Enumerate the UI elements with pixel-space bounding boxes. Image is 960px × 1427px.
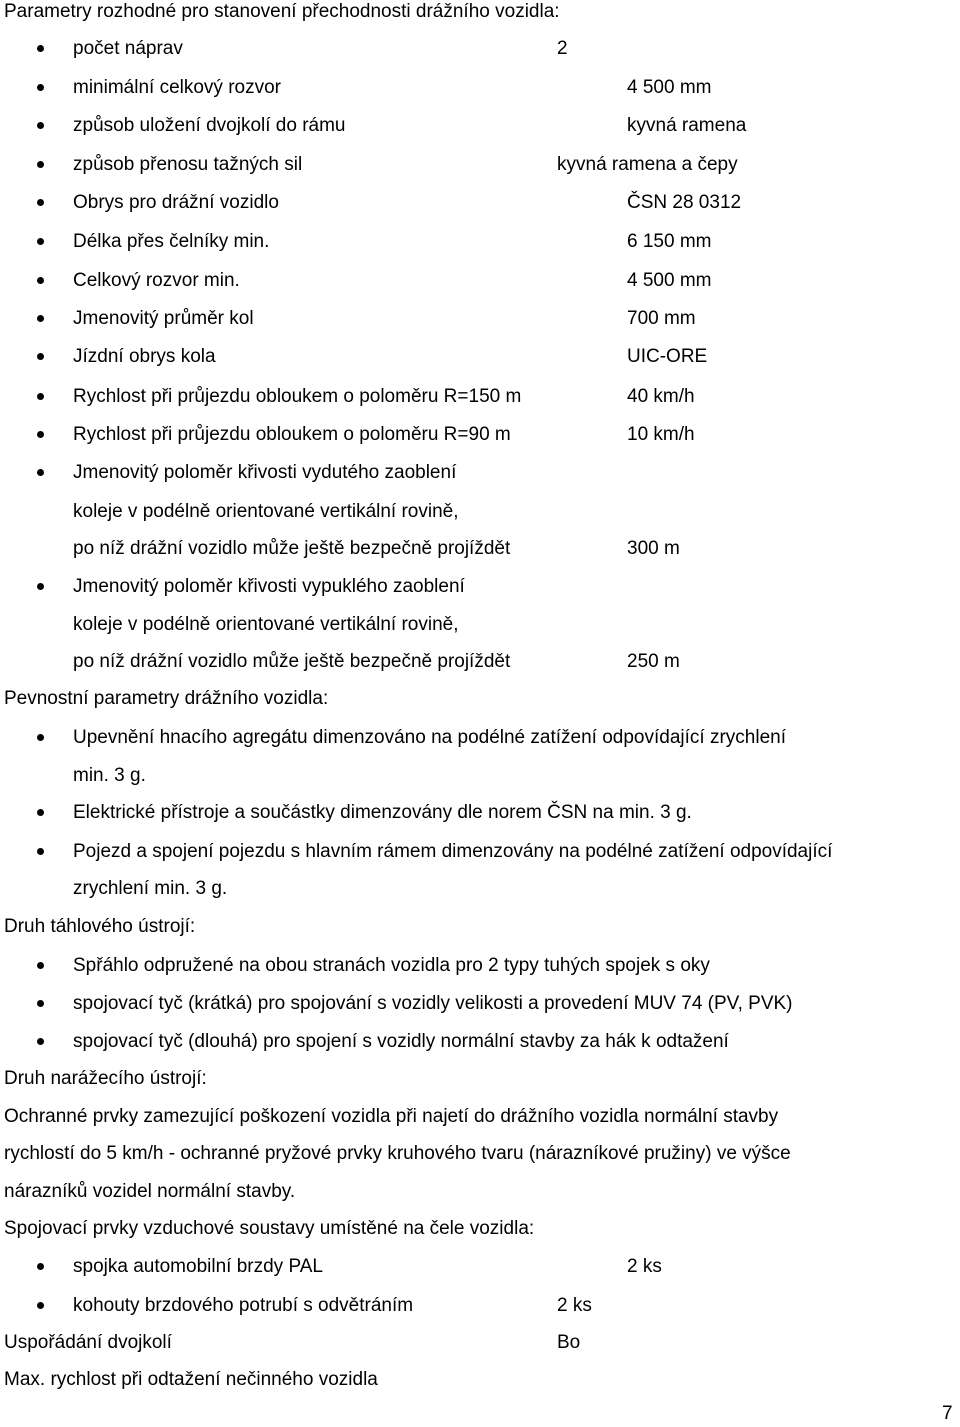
bullet-icon [37, 277, 44, 284]
param-value: 40 km/h [627, 386, 695, 407]
bullet-icon [37, 469, 44, 476]
list-item: Pojezd a spojení pojezdu s hlavním rámem dimenzovány na podélné zatížení odpovídající [73, 841, 833, 862]
bullet-icon [37, 122, 44, 129]
bullet-icon [37, 315, 44, 322]
bullet-icon [37, 809, 44, 816]
section-heading: Spojovací prvky vzduchové soustavy umístěné na čele vozidla: [4, 1218, 535, 1239]
list-item: zrychlení min. 3 g. [73, 878, 228, 899]
param-label: způsob uložení dvojkolí do rámu [73, 115, 346, 136]
paragraph-line: Ochranné prvky zamezující poškození vozidla při najetí do drážního vozidla normální stavby [4, 1106, 779, 1127]
bullet-icon [37, 848, 44, 855]
param-label: počet náprav [73, 38, 183, 59]
list-item: Upevnění hnacího agregátu dimenzováno na podélné zatížení odpovídající zrychlení [73, 727, 786, 748]
param-label: po níž drážní vozidlo může ještě bezpečně projíždět [73, 538, 511, 559]
paragraph-line: rychlostí do 5 km/h - ochranné pryžové prvky kruhového tvaru (nárazníkové pružiny) ve výšce [4, 1143, 791, 1164]
list-item: min. 3 g. [73, 765, 146, 786]
bullet-icon [37, 353, 44, 360]
param-value: 2 [557, 38, 568, 59]
param-label: minimální celkový rozvor [73, 77, 281, 98]
param-label: Rychlost při průjezdu obloukem o poloměru R=90 m [73, 424, 511, 445]
param-label: koleje v podélně orientované vertikální rovině, [73, 501, 459, 522]
param-value: 10 km/h [627, 424, 695, 445]
bullet-icon [37, 962, 44, 969]
list-item: spojovací tyč (krátká) pro spojování s vozidly velikosti a provedení MUV 74 (PV, PVK) [73, 993, 793, 1014]
bullet-icon [37, 734, 44, 741]
section-heading: Parametry rozhodné pro stanovení přechodnosti drážního vozidla: [4, 1, 560, 22]
bullet-icon [37, 431, 44, 438]
bullet-icon [37, 84, 44, 91]
param-label: Jmenovitý poloměr křivosti vydutého zaoblení [73, 462, 457, 483]
param-value: 2 ks [627, 1256, 662, 1277]
param-label: Rychlost při průjezdu obloukem o poloměru R=150 m [73, 386, 522, 407]
bullet-icon [37, 583, 44, 590]
bullet-icon [37, 1263, 44, 1270]
bullet-icon [37, 199, 44, 206]
param-label: koleje v podélně orientované vertikální rovině, [73, 614, 459, 635]
bullet-icon [37, 238, 44, 245]
bullet-icon [37, 45, 44, 52]
section-heading: Druh narážecího ústrojí: [4, 1068, 207, 1089]
param-value: ČSN 28 0312 [627, 192, 742, 213]
param-value: 4 500 mm [627, 270, 712, 291]
bullet-icon [37, 1000, 44, 1007]
param-value: 700 mm [627, 308, 696, 329]
param-label: Uspořádání dvojkolí [4, 1332, 172, 1353]
param-label: Obrys pro drážní vozidlo [73, 192, 279, 213]
list-item: Elektrické přístroje a součástky dimenzovány dle norem ČSN na min. 3 g. [73, 802, 692, 823]
page-number: 7 [942, 1403, 953, 1424]
param-value: kyvná ramena [627, 115, 747, 136]
bullet-icon [37, 1302, 44, 1309]
param-value: Bo [557, 1332, 581, 1353]
param-value: 300 m [627, 538, 680, 559]
param-value: UIC-ORE [627, 346, 708, 367]
param-value: 2 ks [557, 1295, 592, 1316]
param-value: 250 m [627, 651, 680, 672]
param-label: Max. rychlost při odtažení nečinného vozidla [4, 1369, 378, 1390]
param-value: 4 500 mm [627, 77, 712, 98]
param-label: spojka automobilní brzdy PAL [73, 1256, 323, 1277]
section-heading: Druh táhlového ústrojí: [4, 916, 196, 937]
param-label: Celkový rozvor min. [73, 270, 240, 291]
param-label: kohouty brzdového potrubí s odvětráním [73, 1295, 414, 1316]
bullet-icon [37, 1038, 44, 1045]
bullet-icon [37, 393, 44, 400]
param-label: Jmenovitý poloměr křivosti vypuklého zaoblení [73, 576, 465, 597]
param-label: Jmenovitý průměr kol [73, 308, 254, 329]
section-heading: Pevnostní parametry drážního vozidla: [4, 688, 329, 709]
bullet-icon [37, 161, 44, 168]
list-item: Spřáhlo odpružené na obou stranách vozidla pro 2 typy tuhých spojek s oky [73, 955, 710, 976]
param-label: po níž drážní vozidlo může ještě bezpečně projíždět [73, 651, 511, 672]
param-value: kyvná ramena a čepy [557, 154, 738, 175]
param-value: 6 150 mm [627, 231, 712, 252]
param-label: Jízdní obrys kola [73, 346, 216, 367]
paragraph-line: nárazníků vozidel normální stavby. [4, 1181, 296, 1202]
list-item: spojovací tyč (dlouhá) pro spojení s vozidly normální stavby za hák k odtažení [73, 1031, 729, 1052]
param-label: Délka přes čelníky min. [73, 231, 270, 252]
param-label: způsob přenosu tažných sil [73, 154, 303, 175]
